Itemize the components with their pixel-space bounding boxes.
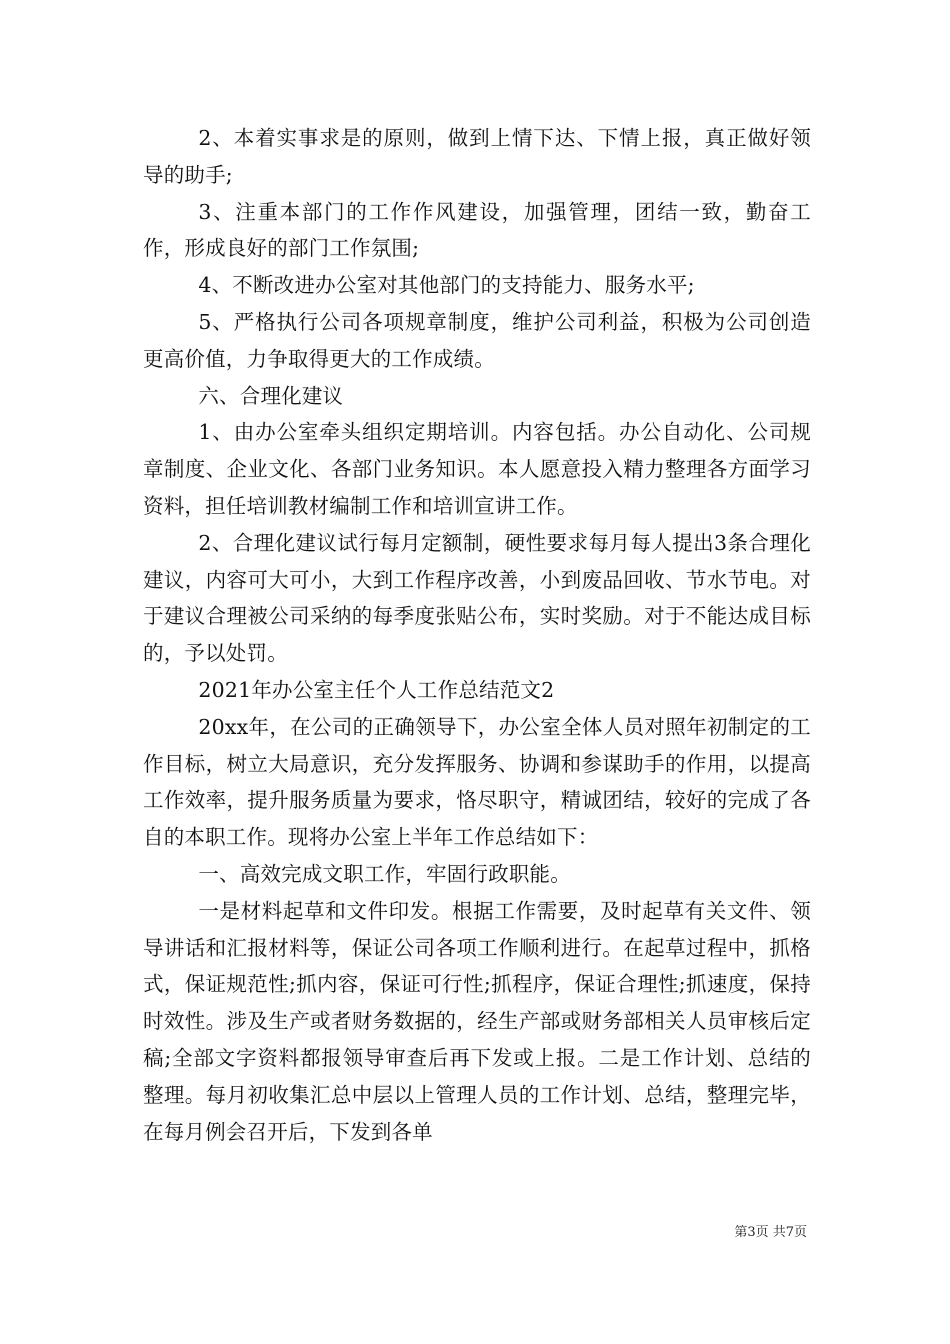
paragraph-clerical-detail: 一是材料起草和文件印发。根据工作需要，及时起草有关文件、领导讲话和汇报材料等，保证公司各项工作顺利进行。在起草过程中，抓格式，保证规范性;抓内容，保证可行性;抓程序，保证合理性;抓速度，保持时效性。涉及生产或者财务数据的，经生产部或财务部相关人员审核后定稿;全部文字资料都报领导审查后再下发或上报。二是工作计划、总结的整理。每月初收集汇总中层以上管理人员的工作计划、总结，整理完毕，在每月例会召开后，下发到各单 [143,898,811,1144]
page-number-footer: 第3页 共7页 [734,1225,807,1240]
article-title: 2021年办公室主任个人工作总结范文2 [198,677,555,702]
paragraph-item-4: 4、不断改进办公室对其他部门的支持能力、服务水平; [198,273,695,298]
paragraph-suggestion-2: 2、合理化建议试行每月定额制，硬性要求每月每人提出3条合理化建议，内容可大可小，大到工作程序改善，小到废品回收、节水节电。对于建议合理被公司采纳的每季度张贴公布，实时奖励。对于不能达成目标的，予以处罚。 [143,530,811,666]
document-body [143,120,811,1150]
paragraph-item-2: 2、本着实事求是的原则，做到上情下达、下情上报，真正做好领导的助手; [143,126,811,187]
paragraph-intro: 20xx年，在公司的正确领导下，办公室全体人员对照年初制定的工作目标，树立大局意识，充分发挥服务、协调和参谋助手的作用，以提高工作效率，提升服务质量为要求，恪尽职守，精诚团结，较好的完成了各自的本职工作。现将办公室上半年工作总结如下： [143,714,811,850]
section-heading-clerical: 一、高效完成文职工作，牢固行政职能。 [198,861,571,886]
paragraph-item-5: 5、严格执行公司各项规章制度，维护公司利益，积极为公司创造更高价值，力争取得更大的工作成绩。 [143,309,811,371]
paragraph-item-3: 3、注重本部门的工作作风建设，加强管理，团结一致，勤奋工作，形成良好的部门工作氛围; [143,199,811,261]
section-heading-suggestions: 六、合理化建议 [198,383,344,408]
paragraph-suggestion-1: 1、由办公室牵头组织定期培训。内容包括。办公自动化、公司规章制度、企业文化、各部门业务知识。本人愿意投入精力整理各方面学习资料，担任培训教材编制工作和培训宣讲工作。 [143,420,811,518]
